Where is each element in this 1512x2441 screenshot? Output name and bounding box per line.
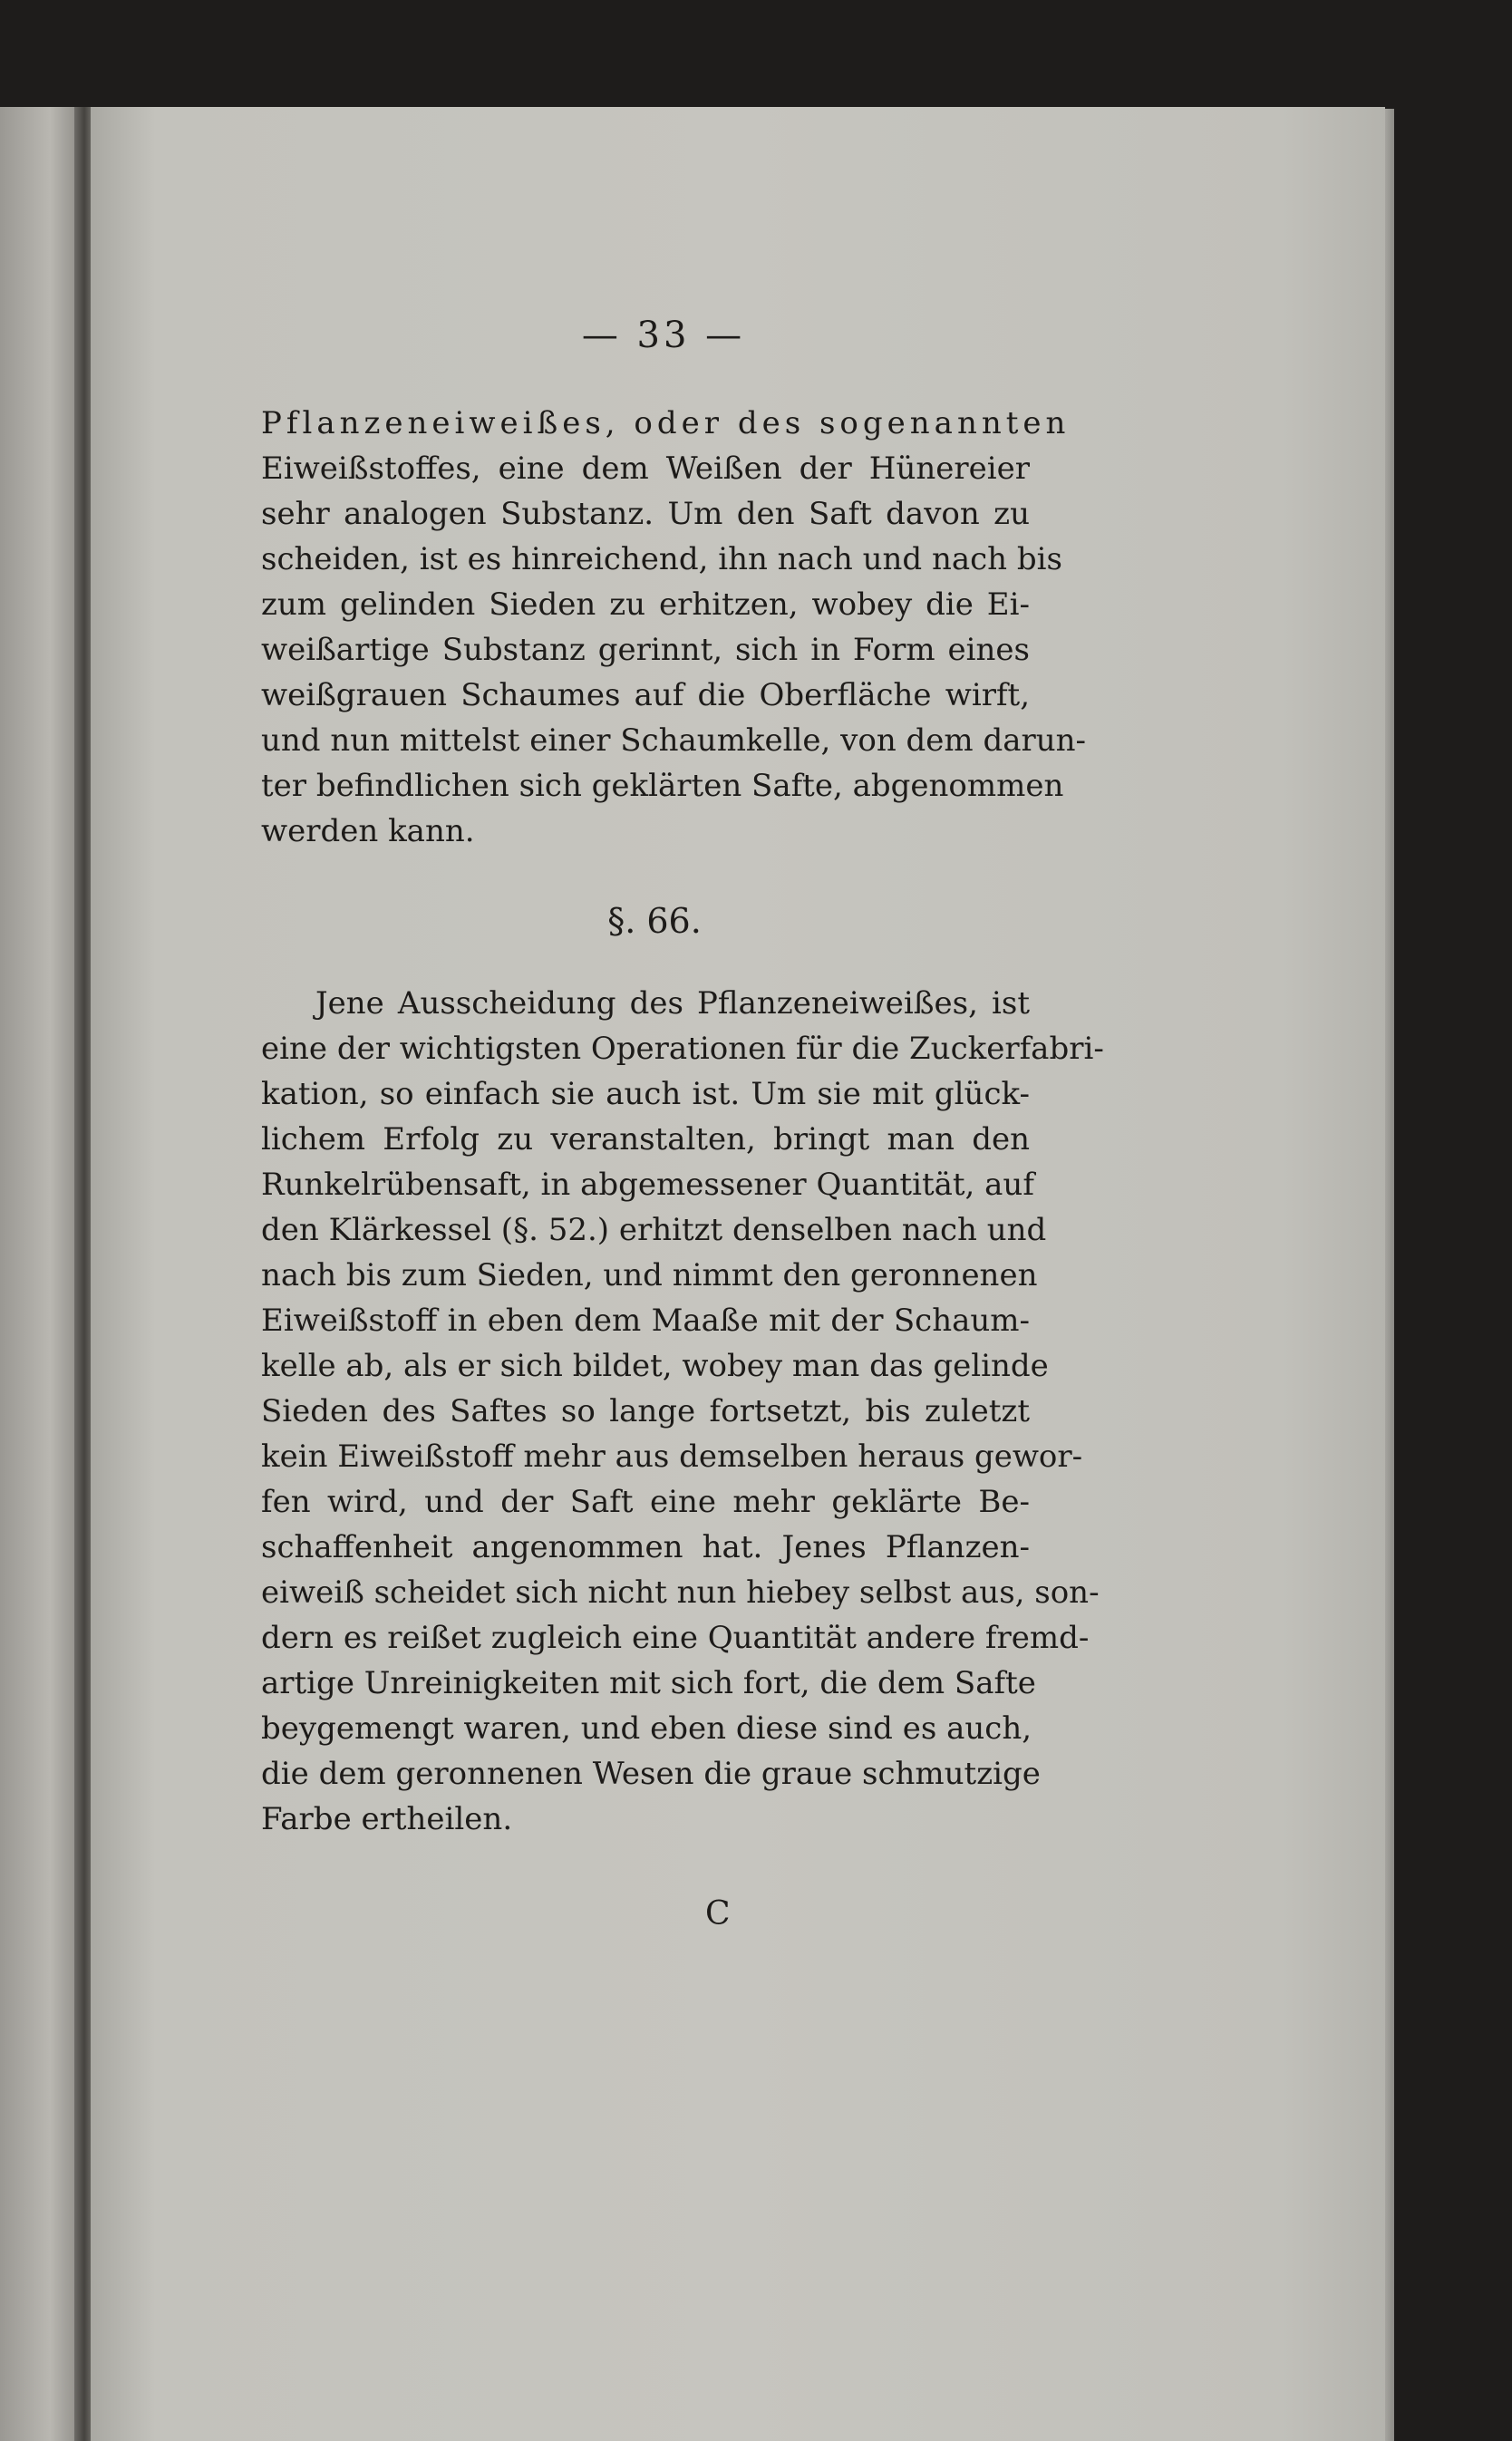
text-line: lichem Erfolg zu veranstalten, bringt man den	[261, 1121, 1030, 1158]
page-text	[261, 308, 1104, 1942]
text-line: die dem geronnenen Wesen die graue schmutzige	[261, 1756, 1041, 1792]
text-line: Jene Ausscheidung des Pflanzeneiweißes, ist	[315, 985, 1030, 1022]
text-line: Farbe ertheilen.	[261, 1801, 513, 1837]
paragraph-2	[261, 981, 1104, 1842]
signature-mark: C	[705, 1895, 731, 1932]
text-line: weißartige Substanz gerinnt, sich in Form eines	[261, 632, 1030, 668]
text-line: artige Unreinigkeiten mit sich fort, die dem Safte	[261, 1665, 1036, 1701]
text-line: Pflanzeneiweißes, oder des sogenannten	[261, 405, 1071, 441]
text-line: beygemengt waren, und eben diese sind es auch,	[261, 1710, 1032, 1747]
text-line: schaffenheit angenommen hat. Jenes Pflanzen-	[261, 1529, 1030, 1565]
text-line: scheiden, ist es hinreichend, ihn nach und nach bis	[261, 541, 1062, 577]
text-line: sehr analogen Substanz. Um den Saft davon zu	[261, 496, 1030, 532]
text-line: eine der wichtigsten Operationen für die Zuckerfabri-	[261, 1031, 1104, 1067]
paragraph-1	[261, 401, 1087, 854]
text-line: zum gelinden Sieden zu erhitzen, wobey die Ei-	[261, 586, 1030, 623]
text-line: Eiweißstoff in eben dem Maaße mit der Schaum-	[261, 1303, 1030, 1339]
text-line: kein Eiweißstoff mehr aus demselben heraus gewor-	[261, 1438, 1083, 1475]
page-header: — 33 —	[581, 315, 746, 356]
text-line: dern es reißet zugleich eine Quantität andere fremd-	[261, 1620, 1090, 1656]
text-line: kelle ab, als er sich bildet, wobey man das gelinde	[261, 1348, 1049, 1384]
text-line: werden kann.	[261, 813, 475, 849]
facing-page-edge	[0, 107, 83, 2441]
text-line: nach bis zum Sieden, und nimmt den geronnenen	[261, 1257, 1038, 1293]
text-line: fen wird, und der Saft eine mehr geklärte Be-	[261, 1484, 1030, 1520]
text-line: Runkelrübensaft, in abgemessener Quantität, auf	[261, 1167, 1034, 1203]
text-line: eiweiß scheidet sich nicht nun hiebey selbst aus, son-	[261, 1574, 1100, 1611]
text-line: und nun mittelst einer Schaumkelle, von dem darun-	[261, 722, 1087, 759]
text-line: Sieden des Saftes so lange fortsetzt, bis zuletzt	[261, 1393, 1030, 1429]
text-line: den Klärkessel (§. 52.) erhitzt denselben nach und	[261, 1212, 1047, 1248]
section-heading: §. 66.	[607, 901, 702, 941]
text-line: weißgrauen Schaumes auf die Oberfläche wirft,	[261, 677, 1030, 713]
text-line: ter befindlichen sich geklärten Safte, abgenommen	[261, 768, 1064, 804]
page-edge	[1385, 109, 1394, 2441]
text-line: kation, so einfach sie auch ist. Um sie mit glück-	[261, 1076, 1030, 1112]
text-line: Eiweißstoffes, eine dem Weißen der Hünereier	[261, 450, 1030, 487]
